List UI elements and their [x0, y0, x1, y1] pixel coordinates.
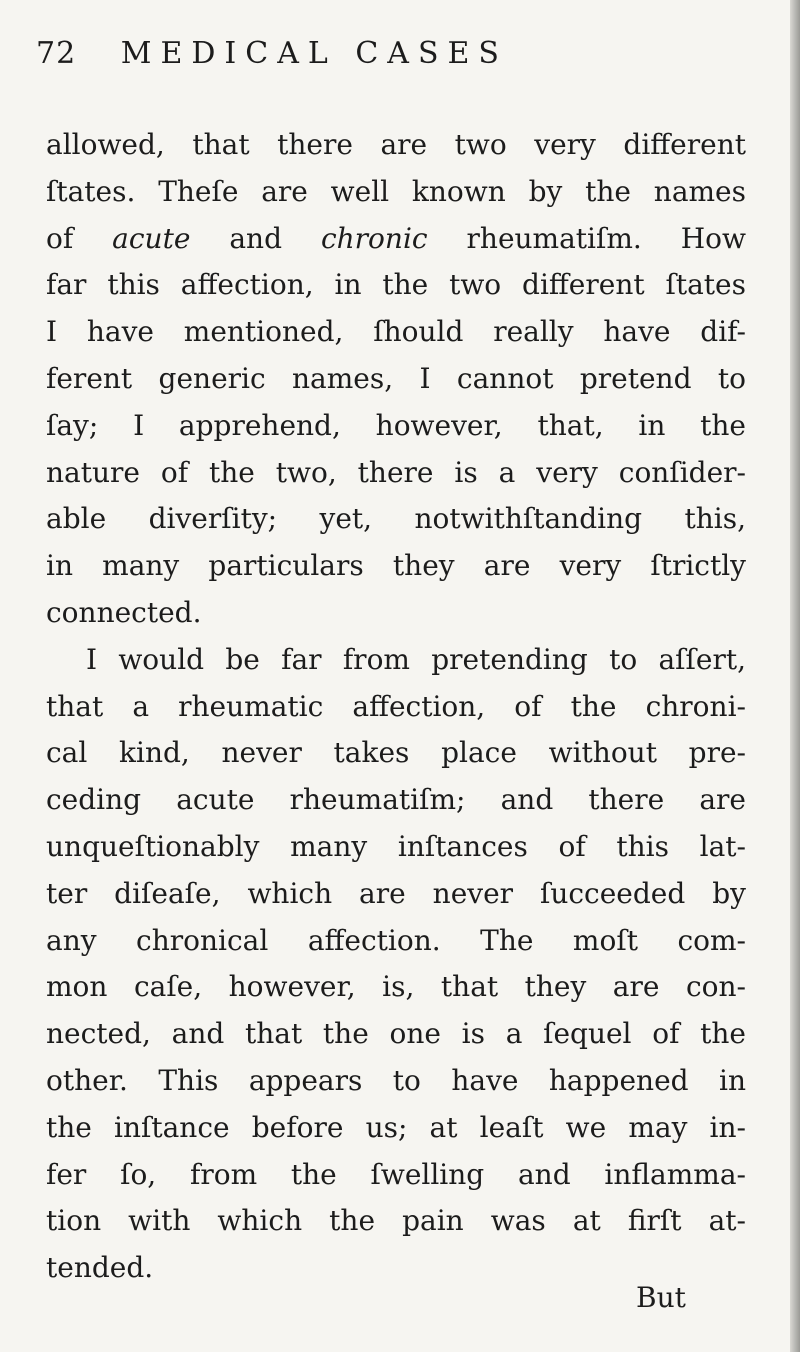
text-body [46, 122, 746, 1292]
text-segment: rheumatiſm. How [427, 221, 747, 255]
text-line: any chronical affection. The moſt com- [46, 923, 746, 957]
text-line: I have mentioned, ſhould really have dif- [46, 315, 746, 349]
text-line: ceding acute rheumatiſm; and there are [46, 783, 746, 817]
text-segment: and [190, 221, 321, 255]
text-line: far this affection, in the two different ſtates [46, 268, 746, 302]
text-line: unqueſtionably many inſtances of this lat- [46, 829, 746, 863]
text-line: ferent generic names, I cannot pretend to [46, 361, 746, 395]
text-line: other. This appears to have happened in [46, 1063, 746, 1097]
text-line: ſtates. Theſe are well known by the names [46, 174, 746, 208]
running-head [36, 36, 508, 71]
text-line: I would be far from pretending to aſſert, [86, 642, 746, 676]
text-line: allowed, that there are two very different [46, 128, 746, 161]
italic-term-chronic: chronic [320, 221, 428, 255]
text-line: nected, and that the one is a ſequel of the [46, 1017, 746, 1051]
catchword: But [636, 1281, 686, 1314]
text-line: mon caſe, however, is, that they are con- [46, 970, 746, 1004]
page-number: 72 [36, 36, 77, 71]
text-line: fer ſo, from the ſwelling and inflamma- [46, 1157, 746, 1191]
text-line: tion with which the pain was at firſt at- [46, 1204, 746, 1238]
text-line: tended. [46, 1251, 154, 1285]
page-edge [790, 0, 800, 1352]
text-segment: of [46, 221, 113, 255]
text-line [46, 216, 746, 263]
text-line: able diverſity; yet, notwithſtanding this, [46, 502, 746, 536]
running-title: MEDICAL CASES [120, 36, 508, 71]
italic-term-acute: acute [112, 221, 191, 255]
text-line: ter diſeaſe, which are never ſucceeded by [46, 876, 746, 910]
text-line: nature of the two, there is a very conſider- [46, 455, 746, 489]
text-line: in many particulars they are very ſtrictly [46, 549, 746, 583]
text-line: cal kind, never takes place without pre- [46, 736, 746, 770]
text-line: connected. [46, 595, 202, 629]
text-line: that a rheumatic affection, of the chroni- [46, 689, 746, 723]
text-line: ſay; I apprehend, however, that, in the [46, 408, 746, 442]
text-line: the inſtance before us; at leaſt we may in- [46, 1110, 746, 1144]
